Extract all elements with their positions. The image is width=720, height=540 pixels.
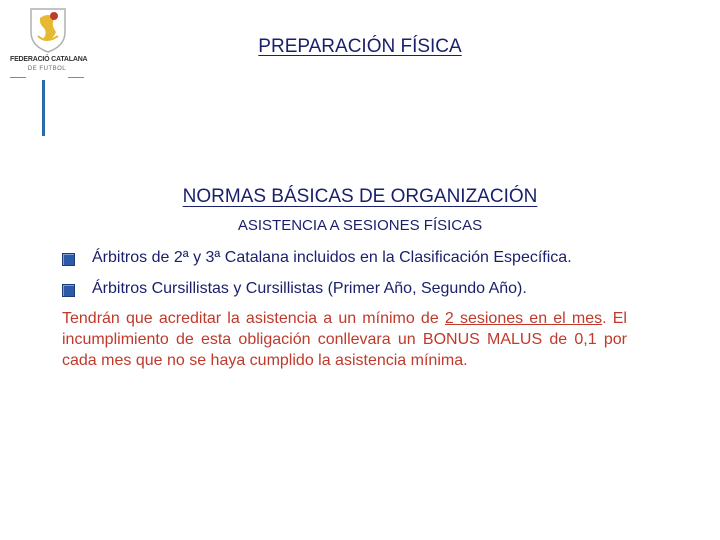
rule-underlined: 2 sesiones en el mes bbox=[444, 310, 603, 327]
section-heading: NORMAS BÁSICAS DE ORGANIZACIÓN bbox=[182, 186, 538, 207]
list-item-text: Árbitros Cursillistas y Cursillistas (Primer Año, Segundo Año). bbox=[92, 280, 527, 297]
federation-logo bbox=[10, 6, 88, 76]
page-title: PREPARACIÓN FÍSICA bbox=[258, 36, 462, 57]
logo-sub-name: DE FUTBOL bbox=[27, 66, 67, 72]
section-subheading: ASISTENCIA A SESIONES FÍSICAS bbox=[237, 217, 483, 234]
logo-rule-left bbox=[10, 77, 26, 78]
logo-rule-right bbox=[68, 77, 84, 78]
logo-org-name: FEDERACIÓ CATALANA bbox=[10, 56, 88, 63]
accent-bar bbox=[42, 80, 45, 136]
square-bullet-icon bbox=[62, 253, 75, 266]
rule-suffix: . El incumplimiento de esta obligación conllevara un BONUS MALUS de 0,1 por cada mes que no se haya cumplido la asistencia mínima. bbox=[62, 310, 627, 369]
rule-prefix: Tendrán que acreditar la asistencia a un mínimo de bbox=[62, 310, 445, 327]
square-bullet-icon bbox=[62, 284, 75, 297]
attendance-rule bbox=[62, 308, 627, 371]
federation-crest-icon bbox=[28, 6, 68, 54]
list-item-text: Árbitros de 2ª y 3ª Catalana incluidos en la Clasificación Específica. bbox=[92, 249, 572, 266]
